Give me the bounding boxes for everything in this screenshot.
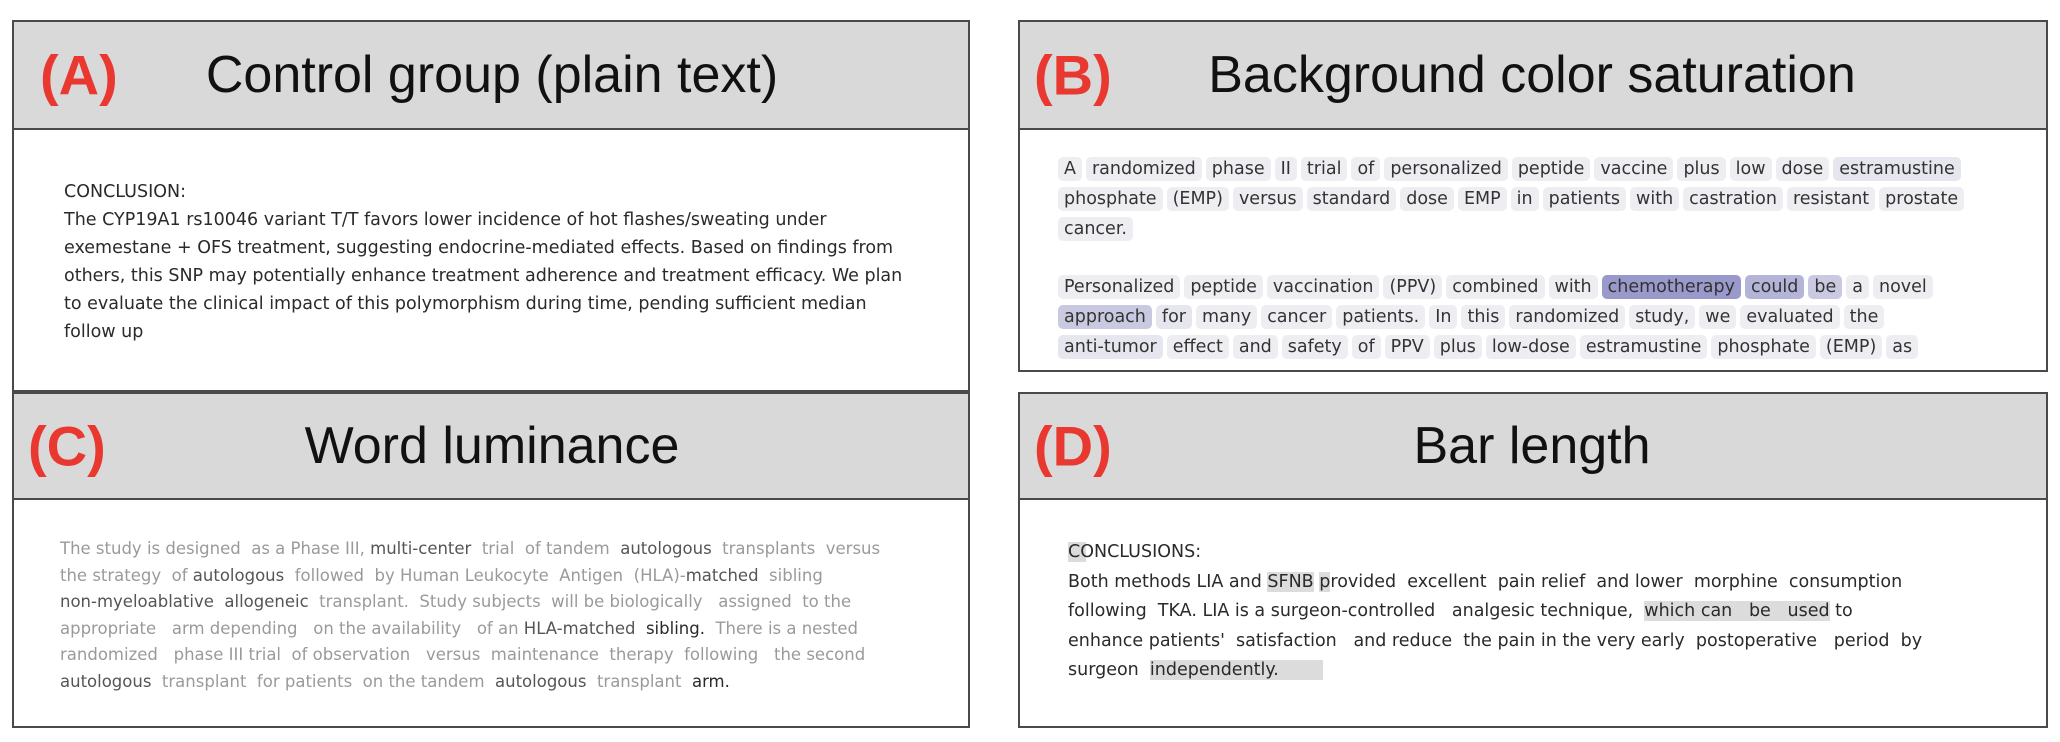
text-line xyxy=(60,616,968,643)
text-line xyxy=(60,563,968,590)
panel-d-body xyxy=(1020,500,2046,726)
panel-d-letter: (D) xyxy=(1034,414,1112,478)
word-chip: plus xyxy=(1434,335,1482,359)
dark-word: HLA-matched xyxy=(523,618,636,638)
text-line xyxy=(1058,332,2046,362)
light-text: transplant xyxy=(586,671,692,691)
text-line xyxy=(1058,272,2046,302)
word-chip: estramustine xyxy=(1580,335,1708,359)
word-chip: cancer xyxy=(1261,305,1332,329)
word-chip: for xyxy=(1156,305,1192,329)
text-line: CONCLUSION: xyxy=(64,182,187,202)
panel-d-bar-length xyxy=(1018,392,2048,728)
word-chip: vaccine xyxy=(1594,157,1673,181)
panel-a-title: Control group (plain text) xyxy=(205,46,779,104)
text-line xyxy=(1068,656,2046,686)
word-chip: randomized xyxy=(1086,157,1202,181)
text-line xyxy=(1068,627,2046,657)
word-chip: cancer. xyxy=(1058,217,1133,241)
word-chip: evaluated xyxy=(1740,305,1839,329)
text-line: to evaluate the clinical impact of this polymorphism during time, pending sufficient median xyxy=(64,294,867,314)
text-line xyxy=(1068,597,2046,627)
word-chip: II xyxy=(1275,157,1297,181)
highlight-bar: which can be used xyxy=(1644,601,1830,621)
panel-a-letter: (A) xyxy=(40,43,118,107)
panel-c-word-luminance xyxy=(12,392,970,728)
light-text: The study is designed as a Phase III, xyxy=(60,539,371,558)
plain-text: Both methods LIA and xyxy=(1068,571,1268,592)
word-chip: low xyxy=(1730,157,1772,181)
word-chip: randomized xyxy=(1509,305,1625,329)
panel-b-background-saturation xyxy=(1018,20,2048,372)
text-line xyxy=(1068,538,2046,568)
heading-text: CONCLUSIONS: xyxy=(1068,542,1202,562)
word-chip: trial xyxy=(1301,157,1348,181)
panel-b-body xyxy=(1020,130,2046,370)
word-chip: plus xyxy=(1677,157,1725,181)
text-line: exemestane + OFS treatment, suggesting endocrine-mediated effects. Based on findings from xyxy=(64,238,894,258)
dark-word: autologous xyxy=(192,565,285,585)
text-line xyxy=(1058,154,2046,184)
plain-text: following TKA. LIA is a surgeon-controlled analgesic technique, xyxy=(1068,601,1645,621)
word-chip: (EMP) xyxy=(1820,335,1882,359)
word-chip: peptide xyxy=(1512,157,1591,181)
light-text: the strategy of xyxy=(60,565,193,585)
light-text: appropriate arm depending on the availability of an xyxy=(60,618,524,638)
word-chip: Personalized xyxy=(1058,275,1180,299)
panel-a-control-group xyxy=(12,20,970,392)
word-chip: chemotherapy xyxy=(1602,275,1741,299)
word-chip: with xyxy=(1549,275,1598,299)
word-chip: approach xyxy=(1058,305,1152,329)
highlight-bar: SFNB xyxy=(1267,571,1314,592)
dark-word: non-myeloablative xyxy=(60,592,214,612)
word-chip: novel xyxy=(1873,275,1933,299)
highlight-bar: independently. xyxy=(1149,660,1324,680)
plain-text: enhance patients' satisfaction and reduce the pain in the very early postoperative period by xyxy=(1068,630,1923,651)
word-chip: anti-tumor xyxy=(1058,335,1163,359)
word-chip: A xyxy=(1058,157,1082,181)
light-text xyxy=(635,619,646,638)
word-chip: resistant xyxy=(1787,187,1875,211)
light-text: randomized phase III trial of observation versus maintenance therapy following the second xyxy=(60,645,866,665)
word-chip: be xyxy=(1808,275,1842,299)
word-chip: estramustine xyxy=(1833,157,1961,181)
panel-b-title: Background color saturation xyxy=(1208,46,1856,104)
word-chip: in xyxy=(1511,187,1539,211)
panel-a-header xyxy=(14,22,968,130)
text-line xyxy=(1058,302,2046,332)
word-chip: PPV xyxy=(1385,335,1430,359)
highlight-bar: p xyxy=(1319,571,1331,592)
light-text: sibling xyxy=(758,565,823,585)
panel-c-title: Word luminance xyxy=(304,417,680,475)
panel-d-title: Bar length xyxy=(1413,417,1651,475)
dark-word: arm. xyxy=(691,671,730,691)
word-chip: we xyxy=(1699,305,1736,329)
word-chip: the xyxy=(1844,305,1885,329)
word-chip: as xyxy=(1886,335,1918,359)
word-chip: (EMP) xyxy=(1167,187,1229,211)
word-chip: EMP xyxy=(1458,187,1507,211)
word-chip: with xyxy=(1630,187,1679,211)
word-chip: a xyxy=(1846,275,1869,299)
dark-word: sibling. xyxy=(645,618,705,638)
word-chip: standard xyxy=(1307,187,1397,211)
text-line: The CYP19A1 rs10046 variant T/T favors lower incidence of hot flashes/sweating under xyxy=(64,210,827,230)
dark-word: autologous xyxy=(495,671,587,691)
word-chip: patients. xyxy=(1336,305,1425,329)
word-chip: of xyxy=(1352,335,1381,359)
word-chip: study, xyxy=(1629,305,1695,329)
word-chip: phase xyxy=(1206,157,1271,181)
word-chip: patients xyxy=(1543,187,1626,211)
text-line xyxy=(1058,214,2046,244)
word-chip: phosphate xyxy=(1058,187,1163,211)
word-chip: In xyxy=(1429,305,1457,329)
word-chip: dose xyxy=(1776,157,1830,181)
panel-c-header xyxy=(14,394,968,500)
word-chip: dose xyxy=(1400,187,1454,211)
dark-word: autologous xyxy=(620,539,712,558)
word-chip: phosphate xyxy=(1711,335,1816,359)
plain-text: to xyxy=(1829,601,1853,621)
word-chip: peptide xyxy=(1184,275,1263,299)
text-line xyxy=(1058,184,2046,214)
word-chip: this xyxy=(1461,305,1505,329)
panel-c-body xyxy=(14,500,968,726)
panel-b-letter: (B) xyxy=(1034,43,1112,107)
word-chip: low-dose xyxy=(1486,335,1576,359)
light-text: trial of tandem xyxy=(471,539,621,558)
light-text xyxy=(214,592,225,611)
word-chip: many xyxy=(1196,305,1257,329)
panel-b-header xyxy=(1020,22,2046,130)
text-line xyxy=(1068,568,2046,598)
dark-word: autologous xyxy=(60,671,152,691)
word-chip: of xyxy=(1351,157,1380,181)
light-text: transplant for patients on the tandem xyxy=(151,671,496,691)
text-line xyxy=(60,642,968,669)
panel-d-header xyxy=(1020,394,2046,500)
light-text: transplant. Study subjects will be biologically assigned to the xyxy=(308,592,852,612)
word-chip: vaccination xyxy=(1267,275,1380,299)
light-text: There is a nested xyxy=(704,618,859,638)
paragraph xyxy=(1058,154,2046,244)
dark-word: multi-center xyxy=(370,539,472,558)
panel-c-letter: (C) xyxy=(28,414,106,478)
word-chip: (PPV) xyxy=(1383,275,1442,299)
text-line: follow up xyxy=(64,322,144,342)
light-text: transplants versus xyxy=(711,539,881,558)
word-chip: combined xyxy=(1446,275,1544,299)
word-chip: effect xyxy=(1167,335,1229,359)
dark-word: matched xyxy=(685,565,759,585)
paragraph xyxy=(1058,272,2046,362)
word-chip: and xyxy=(1233,335,1278,359)
word-chip: safety xyxy=(1282,335,1348,359)
text-line: others, this SNP may potentially enhance treatment adherence and treatment efficacy. We plan xyxy=(64,266,903,286)
plain-text: rovided excellent pain relief and lower morphine consumption xyxy=(1330,571,1903,592)
word-chip: personalized xyxy=(1384,157,1508,181)
dark-word: allogeneic xyxy=(224,592,309,612)
word-chip: prostate xyxy=(1879,187,1964,211)
text-line xyxy=(60,536,968,563)
panel-a-body xyxy=(14,130,968,390)
word-chip: versus xyxy=(1233,187,1303,211)
light-text: followed by Human Leukocyte Antigen (HLA)- xyxy=(284,565,686,585)
text-line xyxy=(60,669,968,696)
text-line xyxy=(60,589,968,616)
plain-text: surgeon xyxy=(1068,660,1150,680)
word-chip: could xyxy=(1745,275,1804,299)
word-chip: castration xyxy=(1683,187,1783,211)
